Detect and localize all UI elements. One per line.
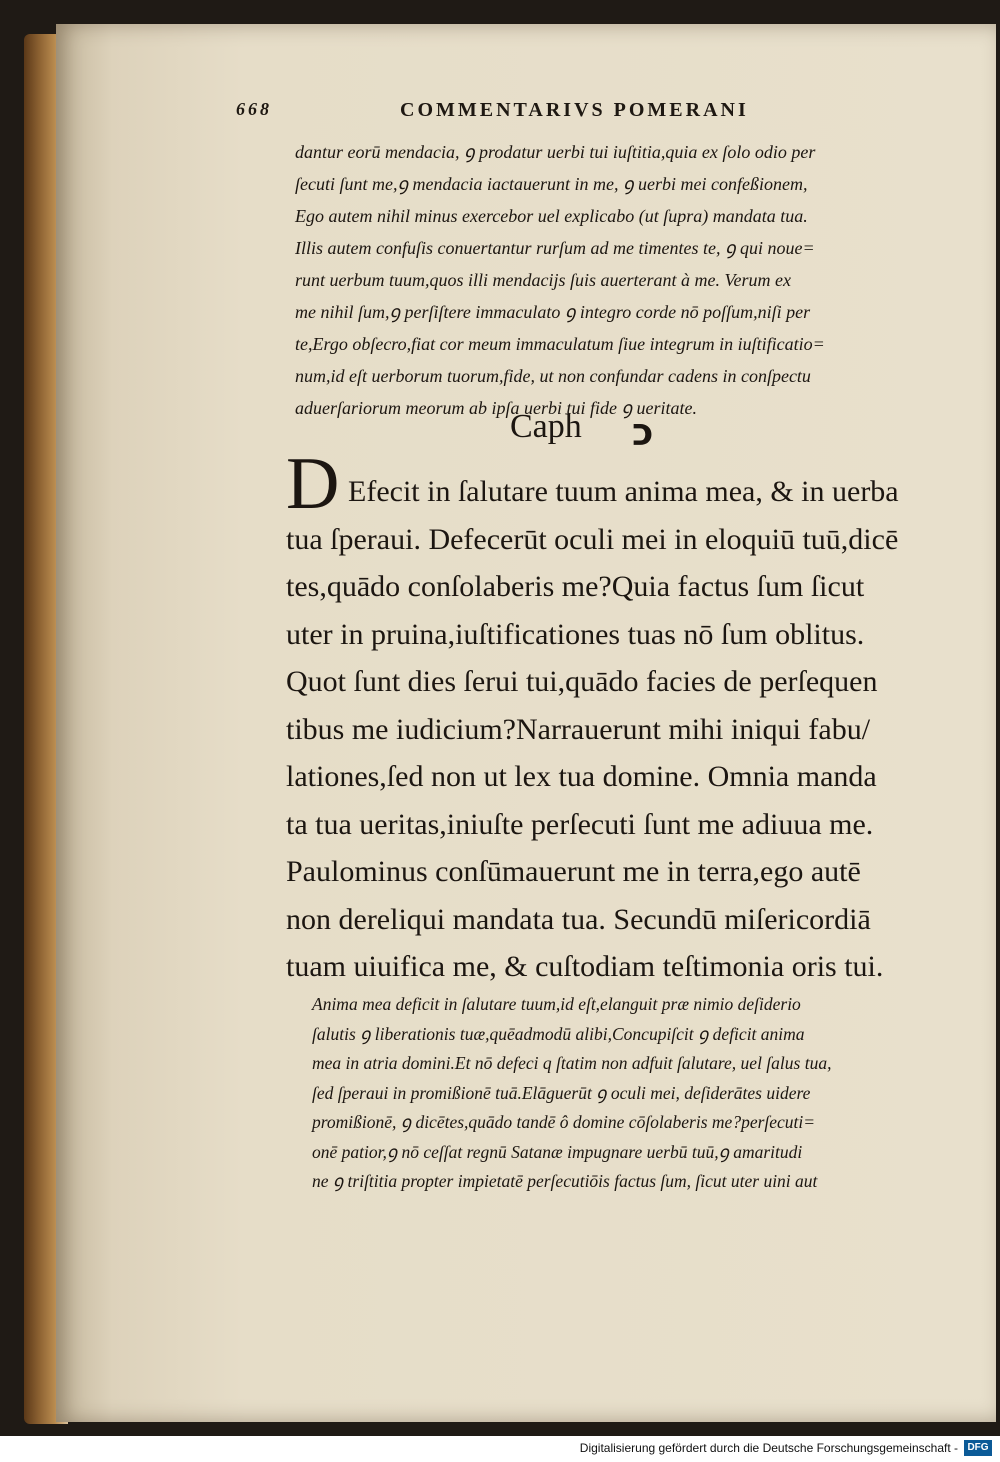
main-text-line: non dereliqui mandata tua. Secundū miſericordiā: [286, 902, 871, 936]
main-text-line: tes,quādo conſolaberis me?Quia factus ſum ſicut: [286, 570, 865, 603]
main-text-line: Paulominus conſūmauerunt me in terra,ego autē: [286, 855, 861, 888]
commentary-line: ne ꝯ triſtitia propter impietatē perſecutiōis factus ſum, ſicut uter uini aut: [312, 1171, 818, 1191]
main-text-line: lationes,ſed non ut lex tua domine. Omnia manda: [286, 760, 877, 793]
running-head: [236, 99, 936, 129]
commentary-top: [295, 136, 955, 424]
commentary-line: aduerſariorum meorum ab ipſa uerbi tui fide ꝯ ueritate.: [295, 398, 698, 418]
main-text-line: tibus me iudicium?Narrauerunt mihi iniqui fabu/: [286, 712, 871, 746]
commentary-line: ſalutis ꝯ liberationis tuæ,quēadmodū alibi,Concupiſcit ꝯ deficit anima: [312, 1023, 805, 1044]
main-text-line: uter in pruina,iuſtificationes tuas nō ſum oblitus.: [286, 617, 865, 651]
footer-credit: Digitalisierung gefördert durch die Deutsche Forschungsgemeinschaft -: [579, 1441, 958, 1455]
commentary-line: onē patior,ꝯ nō ceſſat regnū Satanæ impugnare uerbū tuū,ꝯ amaritudi: [312, 1141, 803, 1162]
commentary-line: runt uerbum tuum,quos illi mendacijs ſuis auerterant à me. Verum ex: [295, 270, 791, 290]
commentary-line: me nihil ſum,ꝯ perſiſtere immaculato ꝯ integro corde nō poſſum,niſi per: [295, 302, 811, 322]
main-text-line: Efecit in ſalutare tuum anima mea, & in uerba: [348, 475, 899, 508]
footer-bar: [0, 1436, 1000, 1462]
commentary-line: te,Ergo obſecro,fiat cor meum immaculatum ſiue integrum in iuſtificatio=: [295, 334, 825, 354]
page-number: 668: [236, 99, 272, 119]
commentary-line: ſecuti ſunt me,ꝯ mendacia iactauerunt in me, ꝯ uerbi mei confeßionem,: [295, 174, 808, 194]
main-text-line: ta tua ueritas,iniuſte perſecuti ſunt me adiuua me.: [286, 807, 874, 841]
commentary-line: Anima mea deficit in ſalutare tuum,id eſt,elanguit præ nimio deſiderio: [312, 994, 801, 1014]
running-title: COMMENTARIVS POMERANI: [400, 99, 749, 121]
commentary-line: promißionē, ꝯ dicētes,quādo tandē ô domine cōſolaberis me?perſecuti=: [312, 1112, 816, 1132]
drop-initial: D: [286, 443, 340, 525]
commentary-line: num,id eſt uerborum tuorum,fide, ut non confundar cadens in conſpectu: [295, 366, 811, 386]
main-text-line: tua ſperaui. Defecerūt oculi mei in eloquiū tuū,dicē: [286, 522, 899, 556]
commentary-line: ſed ſperaui in promißionē tuā.Elāguerūt ꝯ oculi mei, deſiderātes uidere: [312, 1082, 811, 1103]
main-text-line: tuam uiuifica me, & cuſtodiam teſtimonia oris tui.: [286, 950, 884, 983]
dfg-logo[interactable]: DFG: [964, 1440, 992, 1456]
chapter-heading: Caph: [510, 408, 582, 445]
main-text-line: Quot ſunt dies ſerui tui,quādo facies de perſequen: [286, 665, 878, 698]
main-text: [286, 468, 956, 991]
commentary-line: mea in atria domini.Et nō defeci q ſtatim non adfuit ſalutare, uel ſalus tua,: [312, 1053, 832, 1073]
commentary-bottom: [312, 990, 942, 1197]
commentary-line: dantur eorū mendacia, ꝯ prodatur uerbi tui iuſtitia,quia ex ſolo odio per: [295, 142, 816, 162]
hebrew-letter: כ: [632, 410, 654, 454]
commentary-line: Ego autem nihil minus exercebor uel explicabo (ut ſupra) mandata tua.: [295, 206, 808, 226]
commentary-line: Illis autem confuſis conuertantur rurſum ad me timentes te, ꝯ qui noue=: [295, 238, 815, 258]
